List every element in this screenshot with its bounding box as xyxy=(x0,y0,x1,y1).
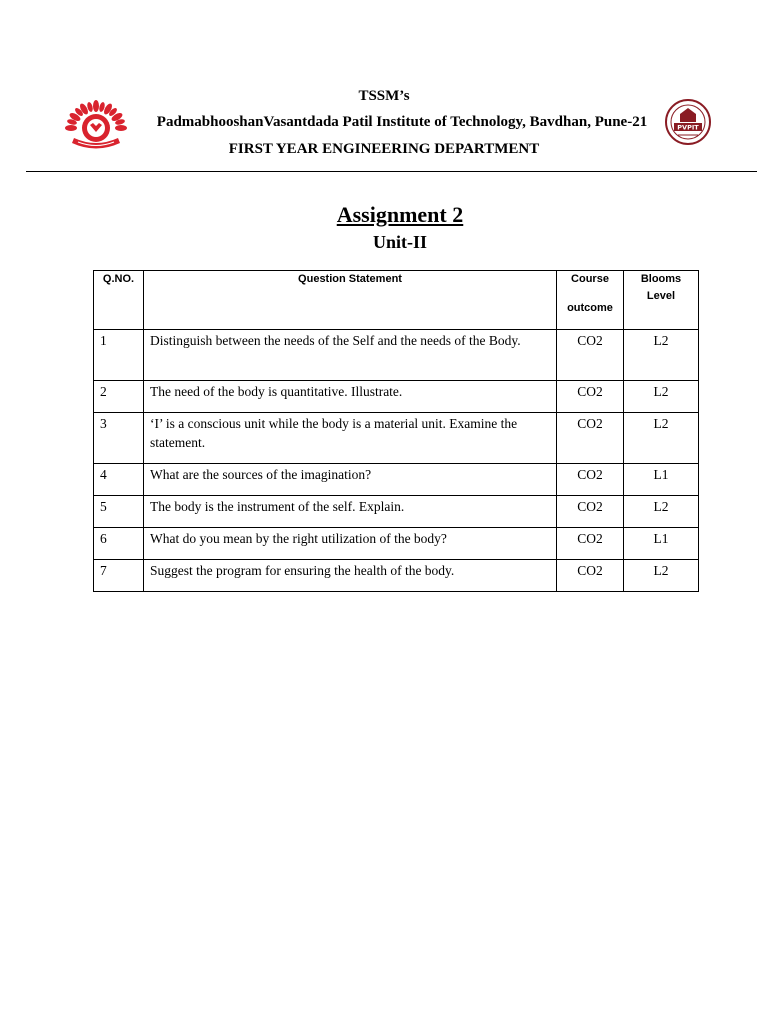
blooms-level: L1 xyxy=(624,464,699,496)
table-header-row xyxy=(94,271,699,330)
question-table xyxy=(93,270,699,592)
header-blooms-level: Blooms Level xyxy=(624,271,699,330)
table-row xyxy=(94,528,699,560)
question-text: What are the sources of the imagination? xyxy=(144,464,557,496)
course-outcome: CO2 xyxy=(557,381,624,413)
question-number: 3 xyxy=(94,413,144,464)
question-text: The body is the instrument of the self. Explain. xyxy=(144,496,557,528)
assignment-title: Assignment 2 xyxy=(336,202,464,227)
pvpit-logo-text: PVPIT xyxy=(677,123,699,132)
question-text: Suggest the program for ensuring the health of the body. xyxy=(144,560,557,592)
question-number: 7 xyxy=(94,560,144,592)
blooms-level: L2 xyxy=(624,496,699,528)
blooms-level: L1 xyxy=(624,528,699,560)
question-number: 5 xyxy=(94,496,144,528)
header-qno: Q.NO. xyxy=(94,271,144,330)
course-outcome: CO2 xyxy=(557,330,624,381)
header-question: Question Statement xyxy=(144,271,557,330)
unit-title: Unit-II xyxy=(372,232,427,252)
department-name: FIRST YEAR ENGINEERING DEPARTMENT xyxy=(228,141,540,157)
blooms-level: L2 xyxy=(624,560,699,592)
document-header xyxy=(0,84,768,174)
course-outcome: CO2 xyxy=(557,413,624,464)
course-outcome: CO2 xyxy=(557,560,624,592)
question-number: 1 xyxy=(94,330,144,381)
question-text: The need of the body is quantitative. Illustrate. xyxy=(144,381,557,413)
table-row xyxy=(94,381,699,413)
table-row xyxy=(94,464,699,496)
question-text: What do you mean by the right utilization of the body? xyxy=(144,528,557,560)
institute-name: PadmabhooshanVasantdada Patil Institute of Technology, Bavdhan, Pune-21 xyxy=(156,114,648,130)
trust-name: TSSM’s xyxy=(358,88,410,104)
header-course-outcome: Course outcome xyxy=(557,271,624,330)
course-outcome: CO2 xyxy=(557,496,624,528)
question-text: Distinguish between the needs of the Self and the needs of the Body. xyxy=(144,330,557,381)
table-row xyxy=(94,496,699,528)
course-outcome: CO2 xyxy=(557,528,624,560)
header-divider xyxy=(26,171,757,172)
blooms-level: L2 xyxy=(624,381,699,413)
blooms-level: L2 xyxy=(624,413,699,464)
table-row xyxy=(94,330,699,381)
table-row xyxy=(94,560,699,592)
question-text: ‘I’ is a conscious unit while the body is a material unit. Examine the statement. xyxy=(144,413,557,464)
blooms-level: L2 xyxy=(624,330,699,381)
table-row xyxy=(94,413,699,464)
course-outcome: CO2 xyxy=(557,464,624,496)
question-number: 6 xyxy=(94,528,144,560)
question-number: 4 xyxy=(94,464,144,496)
question-number: 2 xyxy=(94,381,144,413)
